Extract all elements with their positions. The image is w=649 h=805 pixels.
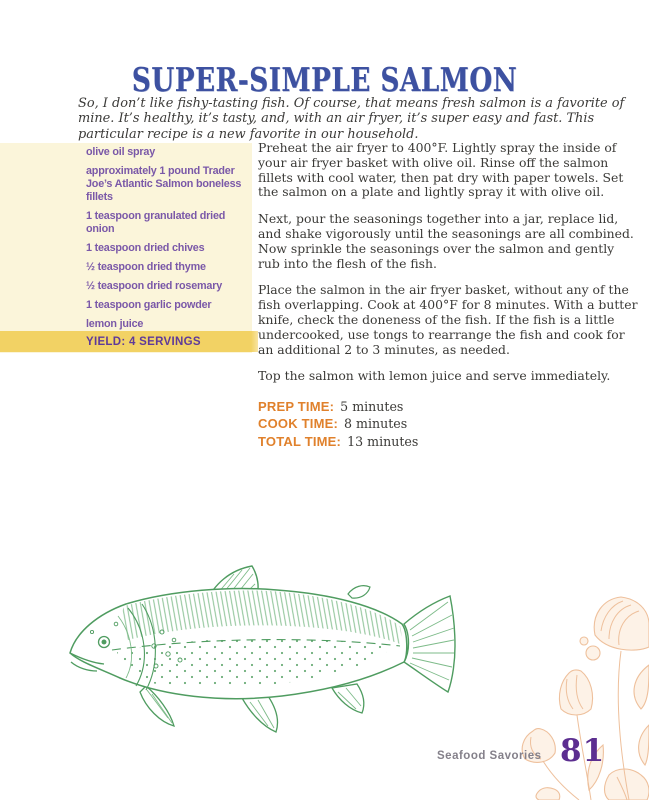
ingredients-panel — [0, 143, 252, 353]
ingredient-item: 1 teaspoon dried chives — [86, 242, 205, 254]
instruction-paragraph: Top the salmon with lemon juice and serve immediately. — [258, 368, 611, 384]
instructions-column — [258, 141, 638, 450]
ingredients-list — [86, 146, 246, 337]
ingredient-item: lemon juice — [86, 318, 144, 330]
yield-banner — [0, 331, 258, 352]
ingredient-item: olive oil spray — [86, 146, 156, 158]
instruction-paragraphs — [258, 141, 638, 384]
botanical-corner-art — [499, 595, 649, 800]
botanical-flowers-icon — [499, 595, 649, 800]
time-value: 5 minutes — [340, 399, 404, 415]
salmon-illustration — [62, 560, 457, 745]
ingredient-item: ½ teaspoon dried thyme — [86, 261, 206, 273]
ingredient-item: 1 teaspoon garlic powder — [86, 299, 212, 311]
recipe-title: SUPER-SIMPLE SALMON — [131, 60, 518, 100]
salmon-fish-icon — [62, 560, 457, 745]
time-row — [258, 433, 638, 450]
time-label: COOK TIME: — [258, 416, 338, 432]
yield-label: YIELD: 4 SERVINGS — [86, 335, 201, 348]
ingredient-item: ½ teaspoon dried rosemary — [86, 280, 223, 292]
instruction-paragraph: Preheat the air fryer to 400°F. Lightly spray the inside of your air fryer basket with olive oil. Rinse off the salmon fillets with cool water, then pat dry with paper towels. Set the salmon on a plate and lightly spray it with olive oil. — [258, 140, 624, 200]
recipe-intro: So, I don’t like fishy-tasting fish. Of course, that means fresh salmon is a favorite of mine. It’s healthy, it’s tasty, and, with an air fryer, it’s super easy and fast. This particular recipe is a new favorite in our household. — [78, 95, 625, 143]
page-number: 81 — [560, 733, 606, 769]
time-value: 8 minutes — [344, 416, 408, 432]
instruction-paragraph: Place the salmon in the air fryer basket, without any of the fish overlapping. Cook at 400°F for 8 minutes. With a butter knife, check the doneness of the fish. If the fish is a little undercooked, use tongs to rearrange the fish and cook for an additional 2 to 3 minutes, as needed. — [258, 282, 638, 357]
ingredient-item: 1 teaspoon granulated dried onion — [86, 210, 226, 235]
time-label: PREP TIME: — [258, 399, 335, 415]
instruction-paragraph: Next, pour the seasonings together into a jar, replace lid, and shake vigorously until the seasonings are all combined. Now sprinkle the seasonings over the salmon and gently rub into the flesh of the fish. — [258, 211, 634, 271]
time-value: 13 minutes — [347, 433, 419, 449]
ingredient-item: approximately 1 pound Trader Joe’s Atlantic Salmon boneless fillets — [86, 165, 242, 203]
times-block — [258, 398, 638, 450]
time-label: TOTAL TIME: — [258, 433, 342, 449]
time-row — [258, 415, 638, 432]
time-row — [258, 398, 638, 415]
chapter-name: Seafood Savories — [437, 750, 542, 762]
